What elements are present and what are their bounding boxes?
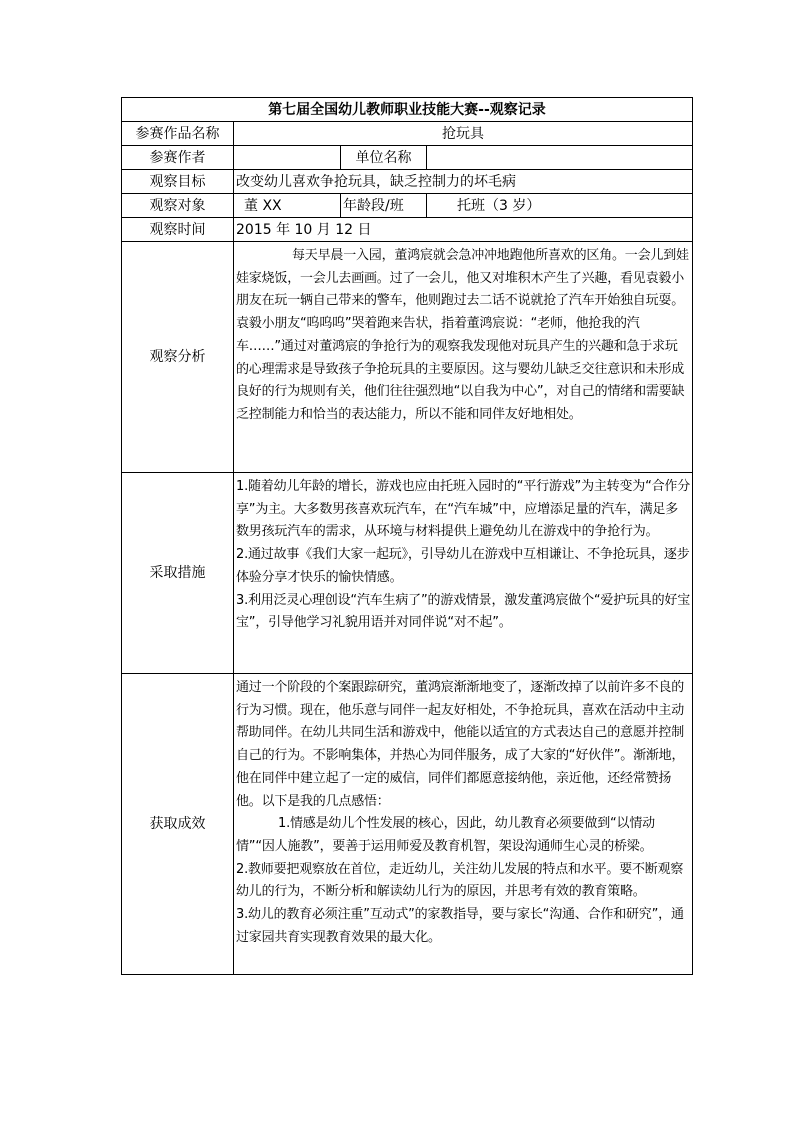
time-label: 观察时间 (122, 218, 234, 242)
author-label: 参赛作者 (122, 146, 234, 170)
analysis-cell (234, 242, 693, 473)
measure-item: 2.通过故事《我们大家一起玩》，引导幼儿在游戏中互相谦让、不争抢玩具，逐步体验分享才快乐的愉快情感。 (236, 547, 690, 585)
results-label: 获取成效 (122, 674, 234, 975)
unit-value (427, 146, 693, 170)
work-name-label: 参赛作品名称 (122, 122, 234, 146)
results-point: 3.幼儿的教育必须注重”互动式”的家教指导，要与家长“沟通、合作和研究”，通过家园共育实现教育效果的最大化。 (236, 907, 684, 945)
analysis-row (122, 242, 693, 473)
results-point: 2.教师要把观察放在首位，走近幼儿，关注幼儿发展的特点和水平。要不断观察幼儿的行为，不断分析和解读幼儿行为的原因，并思考有效的教育策略。 (236, 861, 684, 900)
age-label: 年龄段/班 (341, 194, 427, 218)
document-title: 第七届全国幼儿教师职业技能大赛--观察记录 (122, 98, 693, 122)
results-point: 1.情感是幼儿个性发展的核心，因此，幼儿教育必须要做到“以情动情”“因人施教”，要善于运用师爱及教育机智，架设沟通师生心灵的桥梁。 (236, 816, 655, 854)
work-name-value: 抢玩具 (234, 122, 693, 146)
results-intro: 通过一个阶段的个案跟踪研究，董鸿宸渐渐地变了，逐渐改掉了以前许多不良的行为习惯。现在，他乐意与同伴一起友好相处，不争抢玩具，喜欢在活动中主动帮助同伴。在幼儿共同生活和游戏中，他能以适宜的方式表达自己的意愿并控制自己的行为。不影响集体，并热心为同伴服务，成了大家的“好伙伴”。渐渐地，他在同伴中建立起了一定的威信，同伴们都愿意接纳他，亲近他，还经常赞扬他。以下是我的几点感悟： (236, 680, 685, 809)
analysis-label: 观察分析 (122, 242, 234, 473)
analysis-text: 每天早晨一入园，董鸿宸就会急冲冲地跑他所喜欢的区角。一会儿到娃娃家烧饭，一会儿去画画。过了一会儿，他又对堆积木产生了兴趣，看见袁毅小朋友在玩一辆自己带来的警车，他则跑过去二话不说就抢了汽车开始独自玩耍。袁毅小朋友“呜呜呜”哭着跑来告状，指着董鸿宸说：“老师，他抢我的汽车……”通过对董鸿宸的争抢行为的观察我发现他对玩具产生的兴趣和急于求玩的心理需求是导致孩子争抢玩具的主要原因。这与婴幼儿缺乏交往意识和未形成良好的行为规则有关，他们往往强烈地“以自我为中心”，对自己的情绪和需要缺乏控制能力和恰当的表达能力，所以不能和同伴友好地相处。 (236, 248, 689, 422)
age-value: 托班（3 岁） (427, 194, 693, 218)
results-row (122, 674, 693, 975)
goal-label: 观察目标 (122, 170, 234, 194)
measure-item: 1.随着幼儿年龄的增长，游戏也应由托班入园时的“平行游戏”为主转变为“合作分享”为主。大多数男孩喜欢玩汽车，在“汽车城”中，应增添足量的汽车，满足多数男孩玩汽车的需求，从环境与材料提供上避免幼儿在游戏中的争抢行为。 (236, 479, 691, 540)
work-name-row (122, 122, 693, 146)
goal-row (122, 170, 693, 194)
measures-row (122, 473, 693, 674)
measures-label: 采取措施 (122, 473, 234, 674)
subject-label: 观察对象 (122, 194, 234, 218)
goal-value: 改变幼儿喜欢争抢玩具，缺乏控制力的坏毛病 (234, 170, 693, 194)
observation-record-table (121, 97, 693, 975)
results-cell (234, 674, 693, 975)
subject-row (122, 194, 693, 218)
subject-value: 董 XX (234, 194, 341, 218)
measures-cell (234, 473, 693, 674)
measure-item: 3.利用泛灵心理创设“汽车生病了”的游戏情景，激发董鸿宸做个“爱护玩具的好宝宝”，引导他学习礼貌用语并对同伴说“对不起”。 (236, 592, 691, 631)
time-row (122, 218, 693, 242)
title-row (122, 98, 693, 122)
author-row (122, 146, 693, 170)
time-value: 2015 年 10 月 12 日 (234, 218, 693, 242)
author-value (234, 146, 341, 170)
unit-label: 单位名称 (341, 146, 427, 170)
